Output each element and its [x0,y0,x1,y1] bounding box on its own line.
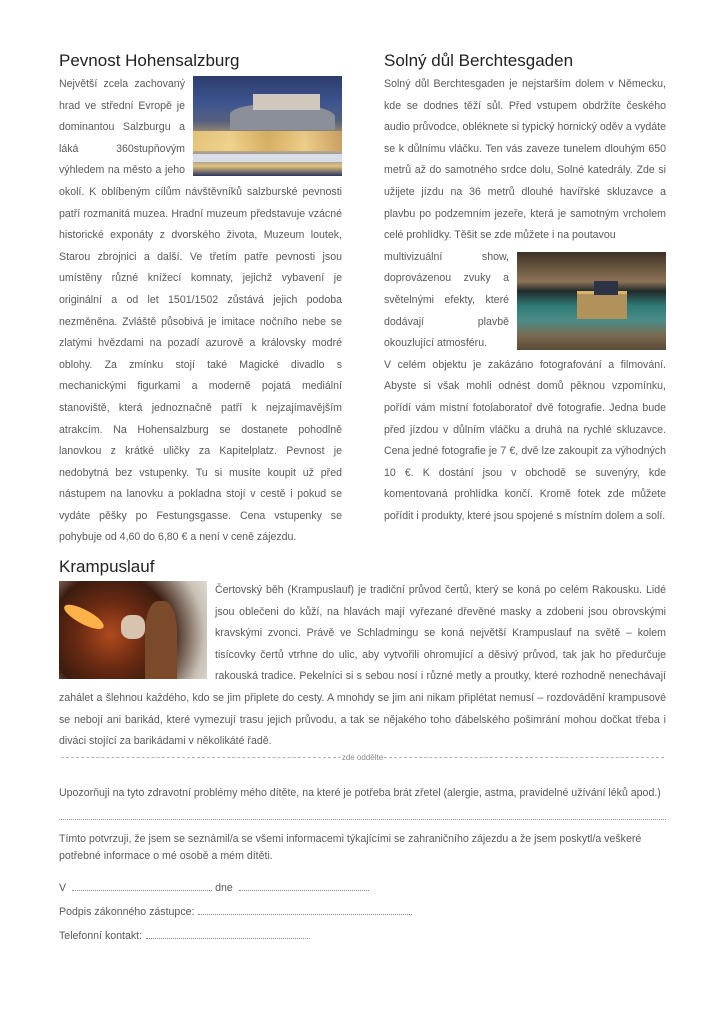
health-notes-field[interactable] [59,819,666,820]
signature-row [59,904,666,921]
date-label: dne [215,882,233,894]
place-label: V [59,882,67,894]
section-title-krampuslauf: Krampuslauf [59,557,155,576]
krampuslauf-paragraph: Čertovský běh (Krampuslauf) je tradiční průvod čertů, který se koná po celém Rakousku. Lidé jsou oblečeni do kůží, na hlavách mají vyřezané dřevěné masky a zdobeni jsou obrovskými kravskými zvonci. Právě ve Schladmingu se koná největší Krampuslauf na světě – kolem tisícovky čertů vtrhne do ulic, aby vytvořili ohromující a děsivý průvod, tak jak ho předurčuje rakouská tradice. Pekelníci si s sebou nosí i různé metly a proutky, které rozhodně nenechávají zahálet a šlehnou každého, kdo se jim připlete do cesty. A mnohdy se jim ani nikam připlétat nemusí – rozdovádění krampusové se nebojí ani barikád, které vymezují trasu jejich průvodu, a tak se nějakého toho ďábelského pošimrání mohou dočkat třeba i diváci stojící za barikádami v několikáté řadě. [59,584,666,748]
signature-label: Podpis zákonného zástupce: [59,906,195,918]
signature-field[interactable] [198,904,412,915]
cut-line-label: zde oddělte [341,752,384,762]
salzburg-text [59,74,342,549]
cut-line-dash-left [61,757,341,758]
section-krampuslauf [59,556,666,753]
berchtesgaden-text-wrapped: multivizuální show, doprovázenou zvuky a světelnými efekty, které dodávají plavbě okouzlující atmosféru. [384,250,509,350]
section-salzburg [59,50,342,549]
section-title-berchtesgaden: Solný důl Berchtesgaden [384,51,574,70]
salt-mine-photo [517,252,666,350]
section-berchtesgaden [384,50,666,527]
cut-line [61,750,664,764]
krampuslauf-text [59,580,666,753]
section-title-salzburg: Pevnost Hohensalzburg [59,51,240,70]
date-field[interactable] [239,880,369,891]
berchtesgaden-text-wrapped-block [384,247,666,355]
cut-line-dash-right [384,757,664,758]
salzburg-paragraph: Největší zcela zachovaný hrad ve střední Evropě je dominantou Salzburgu a láká 360stupňovým výhledem na město a jeho okolí. K oblíbeným cílům návštěvníků salzburské pevnosti patří rozmanitá muzea. Hradní muzeum představuje vzácné historické exponáty z dvorského života, Muzeum loutek, Starou zbrojnici a další. Ve třetím patře pevnosti jsou umístěny různé knížecí komnaty, jejichž vybavení je originální a od let 1501/1502 zůstává jejich podoba nezměněna. Zvláště působivá je imitace nočního nebe se zlatými hvězdami na pozadí azurově a královsky modré oblohy. Za zmínku stojí také Magické divadlo s mechanickými figurkami a moderně pojatá mediální stanoviště, která jednoznačně patří k nejzajímavějším atrakcím. Na Hohensalzburg se dostanete pohodlně lanovkou z krátké uličky za Kapitelplatz. Pevnost je nedobytná bez vstupenky. Tu si musíte koupit už před nástupem na lanovku a pokladna stojí v cestě i pokud se vydáte pěšky po Festungsgasse. Cena vstupenky se pohybuje od 4,60 do 6,80 € a není v ceně zájezdu. [59,78,342,544]
consent-form [59,785,666,945]
phone-row [59,928,666,945]
phone-label: Telefonní kontakt: [59,930,143,942]
phone-field[interactable] [146,928,310,939]
confirmation-text: Tímto potvrzuji, že jsem se seznámil/a se všemi informacemi týkajícími se zahraničního zájezdu a že jsem poskytl/a veškeré potřebné informace o mé osobě a mém dítěti. [59,833,642,862]
berchtesgaden-text-before: Solný důl Berchtesgaden je nejstarším dolem v Německu, kde se dodnes těží sůl. Před vstupem obdržíte českého audio průvodce, obléknete si typický hornický oděv a vydáte se k důlnímu vláčku. Ten vás zaveze tunelem dlouhým 650 metrů až do samotného srdce dolu, Solné katedrály. Zde si užijete jízdu na 36 metrů dlouhé havířské skluzavce a plavbu po podzemním jezeře, která je samotným vrcholem celé prohlídky. Těšit se zde můžete i na poutavou [384,78,666,242]
krampus-photo [59,581,207,679]
place-field[interactable] [72,880,212,891]
place-date-row [59,880,666,897]
health-notice: Upozorňuji na tyto zdravotní problémy mého dítěte, na které je potřeba brát zřetel (alergie, astma, pravidelné užívání léků apod.) [59,787,661,799]
salzburg-photo [193,76,342,176]
berchtesgaden-text-after: V celém objektu je zakázáno fotografování a filmování. Abyste si však mohli odnést domů pěknou vzpomínku, pořídí vám místní fotolaboratoř dvě fotografie. Jedna bude před jízdou v důlním vláčku a druhá na rychlé skluzavce. Cena jedné fotografie je 7 €, dvě lze zakoupit za výhodných 10 €. K dostání jsou v obchodě se suvenýry, kde komentovaná prohlídka končí. Kromě fotek zde můžete pořídit i produkty, které jsou spojené s místním dolem a solí. [384,358,666,522]
